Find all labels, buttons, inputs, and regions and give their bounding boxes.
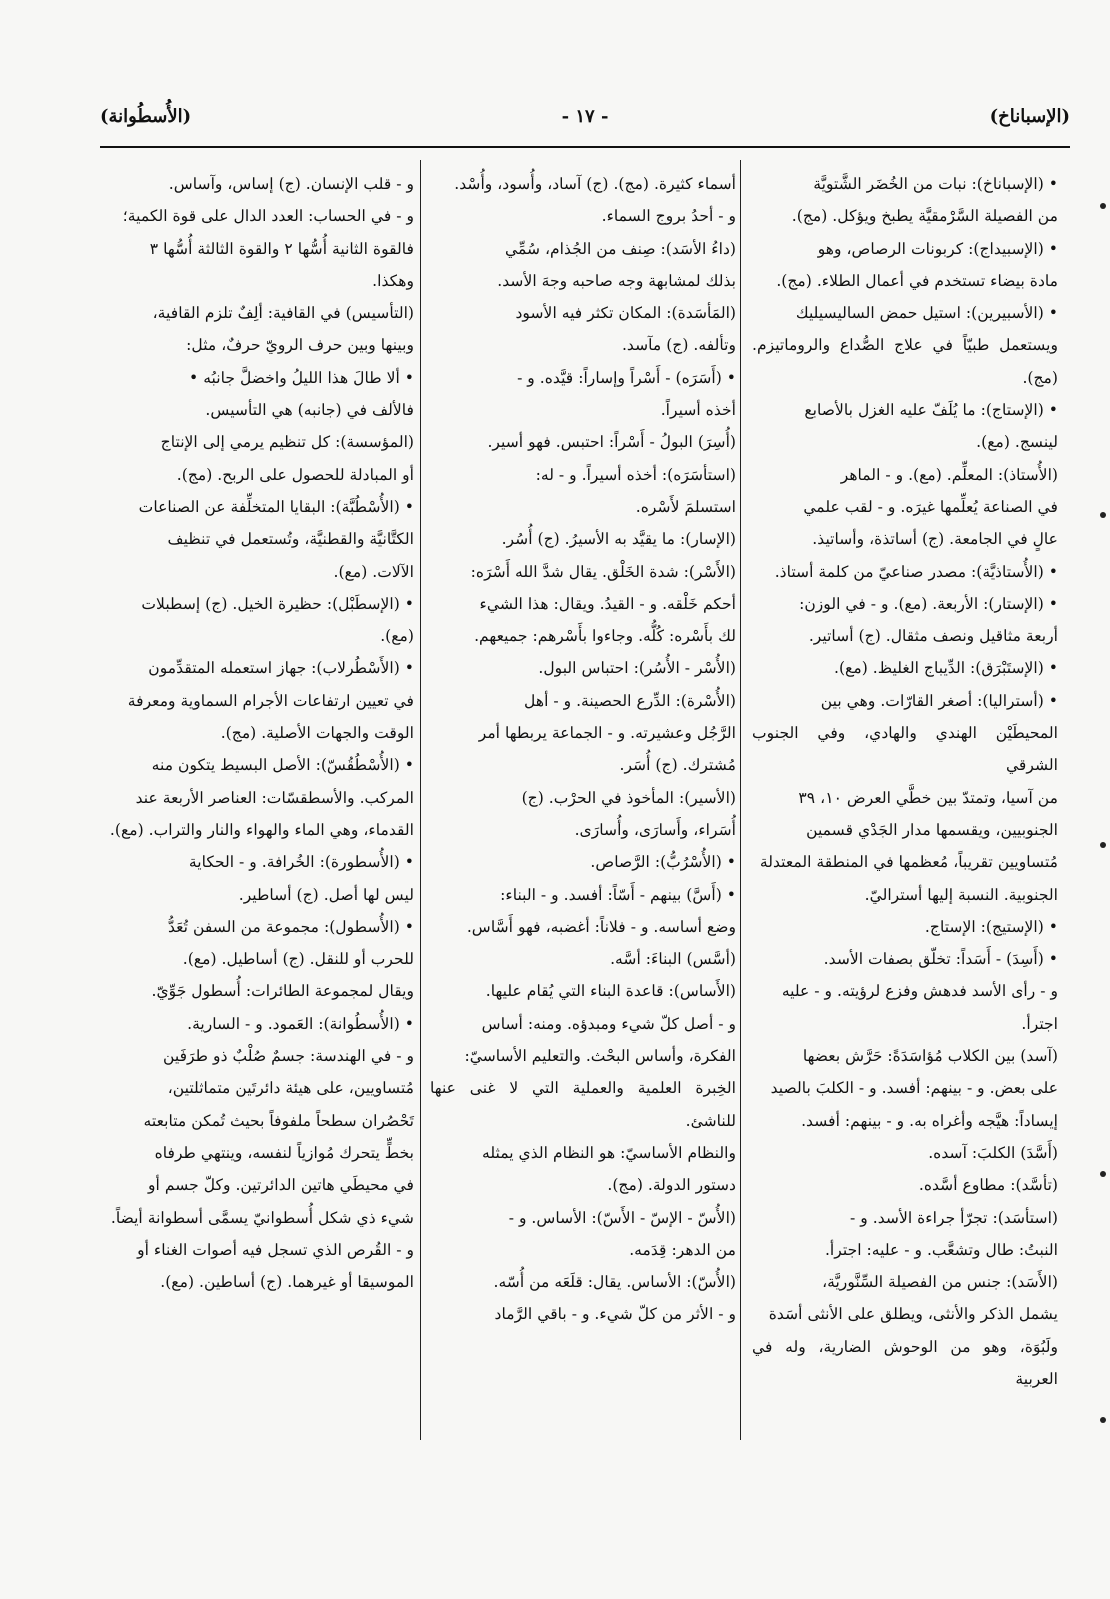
column-line: إيساداً: هيَّجه وأغراه به. و - بينهم: أفسد. <box>801 1111 1058 1130</box>
column-line: لك بأَسْره: كُلُّه. وجاءوا بأَسْرهم: جميعهم. <box>474 627 736 646</box>
column-line: (الأَساس): قاعدة البناء التي يُقام عليها. <box>485 982 736 1001</box>
column-line: (آسد) بين الكلاب مُؤاسَدَةً: حَرَّش بعضها <box>802 1047 1058 1066</box>
column-line: بخطٍّ يتحرك مُوازياً لنفسه، وينتهي طرفاه <box>154 1143 414 1162</box>
column-line: • (الإستَبْرَق): الدِّيباج الغليظ. (مع). <box>834 659 1058 678</box>
column-line: • (الأُسطورة): الخُرافة. و - الحكاية <box>188 853 414 872</box>
column-line: المركب. والأسطقسّات: العناصر الأربعة عند <box>135 788 414 807</box>
column-line: • (الأُسْطُقُسّ): الأصل البسيط يتكون منه <box>151 756 414 775</box>
column-line: (الأُسْرة): الدِّرع الحصينة. و - أهل <box>524 691 736 710</box>
column-line: ليس لها أصل. (ج) أساطير. <box>238 885 414 904</box>
column-line: الموسيقا أو غيرهما. (ج) أساطين. (مع). <box>160 1273 414 1292</box>
column-line: من الفصيلة السَّرْمقيَّة يطبخ ويؤكل. (مج). <box>791 207 1058 226</box>
column-line: فالألف في (جانبه) هي التأسيس. <box>205 401 414 420</box>
column-line: (الأُستاذ): المعلِّم. (مع). و - الماهر <box>840 465 1058 484</box>
column-line: • (الإستار): الأربعة. (مع). و - في الوزن: <box>799 594 1058 613</box>
column-line: على بعض. و - بينهم: أفسد. و - الكلبَ بالصيد <box>770 1079 1058 1098</box>
column-line: (المؤسسة): كل تنظيم يرمي إلى الإنتاج <box>160 433 414 452</box>
column-line: أو المبادلة للحصول على الربح. (مج). <box>176 465 414 484</box>
column-right <box>752 168 1058 1443</box>
column-line: الرَّجُل وعشيرته. و - الجماعة يربطها أمر <box>478 724 736 743</box>
column-line: شيء ذي شكل أُسطوانيّ يسمَّى أسطوانة أيضاً. <box>110 1208 414 1227</box>
column-line: • (أَسِدَ) - أَسَداً: تخلّق بصفات الأسد. <box>823 950 1058 969</box>
column-line: وبينها وبين حرف الرويّ حرفٌ، مثل: <box>186 336 414 355</box>
column-line: (مع). <box>380 627 414 646</box>
column-line: استسلمَ لأَسْره. <box>635 497 736 516</box>
column-line: • (الإسبيداج): كربونات الرصاص، وهو <box>817 239 1058 258</box>
column-line: و - أصل كلّ شيء ومبدؤه. ومنه: أساس <box>481 1014 736 1033</box>
column-line: أحكم خَلْقه. و - القيدُ. ويقال: هذا الشيء <box>479 594 736 613</box>
column-line: (الأُسْر - الأُسُر): احتباس البول. <box>538 659 736 678</box>
column-line: القدماء، وهي الماء والهواء والنار والتراب. (مع). <box>109 820 414 839</box>
column-line: أخذه أسيراً. <box>660 401 736 420</box>
column-left <box>108 168 414 1443</box>
column-line: النبتُ: طال وتشعَّب. و - عليه: اجترأ. <box>824 1240 1058 1259</box>
column-line: (أُسِرَ) البولُ - أَسْراً: احتبس. فهو أسير. <box>487 433 736 452</box>
column-line: للحرب أو للنقل. (ج) أساطيل. (مع). <box>182 950 414 969</box>
column-line: و - أحدُ بروج السماء. <box>601 207 736 226</box>
column-line: (الأَسَد): جنس من الفصيلة السِّنَّوريَّة، <box>822 1273 1058 1292</box>
column-line: • (الإسطَبْل): حظيرة الخيل. (ج) إسطبلات <box>141 594 414 613</box>
column-line: (الأُسّ - الإسّ - الأَسّ): الأساس. و - <box>508 1208 736 1227</box>
column-line: فالقوة الثانية أُسُّها ٢ والقوة الثالثة أُسُّها ٣ <box>149 239 414 258</box>
column-line: تَحْصُران سطحاً ملفوفاً بحيث تُمكن متابعته <box>143 1111 414 1130</box>
column-line: الخِبرة العلمية والعملية التي لا غنى عنها للناشئ. <box>430 1079 736 1130</box>
header-first-entry: (الإسباناخ) <box>989 106 1070 127</box>
page-number: - ١٧ - <box>561 106 609 127</box>
column-line: (استأسَد): تجرّأ جراءة الأسد. و - <box>850 1208 1058 1227</box>
scan-margin-dot <box>1100 842 1106 848</box>
column-line: في تعيين ارتفاعات الأجرام السماوية ومعرفة <box>127 691 414 710</box>
scan-margin-dot <box>1100 1417 1106 1423</box>
column-line: و - رأى الأسد فدهش وفزع لرؤيته. و - عليه <box>781 982 1058 1001</box>
header-rule <box>100 146 1070 148</box>
column-line: • (الأُسْطُبَّة): البقايا المتخلِّفة عن الصناعات <box>138 497 414 516</box>
column-line: (الإسار): ما يقيَّد به الأسيرُ. (ج) أُسُر. <box>501 530 736 549</box>
column-line: اجترأ. <box>1021 1014 1058 1033</box>
column-line: (المَأسَدة): المكان تكثر فيه الأسود <box>515 304 736 323</box>
column-line: الآلات. (مع). <box>333 562 414 581</box>
column-line: و - القُرص الذي تسجل فيه أصوات الغناء أو <box>137 1240 414 1259</box>
column-line: • (الأَسْطُرلاب): جهاز استعمله المتقدِّمون <box>148 659 414 678</box>
column-line: • (الإستيج): الإستاج. <box>924 917 1058 936</box>
column-line: • (أستراليا): أصغر القارّات. وهي بين <box>820 691 1058 710</box>
column-line: ويقال لمجموعة الطائرات: أُسطول جَوِّيّ. <box>151 982 414 1001</box>
column-line: • (الأُسْرُبُّ): الرَّصاص. <box>590 853 736 872</box>
column-line: (استأسَرَه): أخذه أسيراً. و - له: <box>535 465 736 484</box>
column-line: (داءُ الأسَد): صِنف من الجُذام، سُمِّي <box>504 239 736 258</box>
column-line: • (الإسباناخ): نبات من الخُضَر الشَّتويَّة <box>813 175 1058 193</box>
column-line: • (الأسبيرين): استيل حمض الساليسيليك <box>795 304 1058 323</box>
column-line: أربعة مثاقيل ونصف مثقال. (ج) أساتير. <box>808 627 1058 646</box>
column-line: الجنوبية. النسبة إليها أستراليّ. <box>864 885 1058 904</box>
column-line: يشمل الذكر والأنثى، ويطلق على الأنثى أسَدة <box>768 1305 1058 1324</box>
column-line: مُشترك. (ج) أُسَر. <box>619 756 736 775</box>
column-line: • (الأُسطول): مجموعة من السفن تُعَدُّ <box>167 917 414 936</box>
column-line: ولَبُوَة، وهو من الوحوش الضارية، وله في العربية <box>752 1337 1058 1388</box>
column-line: • (الإستاج): ما يُلَفّ عليه الغزل بالأصابع <box>804 401 1058 420</box>
column-line: أسماء كثيرة. (مج). (ج) آساد، وأُسود، وأُسْد. <box>454 175 736 193</box>
column-line: • ألا طالَ هذا الليلُ واخضلَّ جانبُه • <box>189 368 414 387</box>
page-header <box>100 100 1070 140</box>
column-line: أُسَراء، وأَسارَى، وأُسارَى. <box>574 820 736 839</box>
column-line: (أَسَّدَ) الكلبَ: آسده. <box>928 1143 1058 1162</box>
column-line: وتألفه. (ج) مآسد. <box>621 336 736 355</box>
column-line: من آسيا، وتمتدّ بين خطَّي العرض ١٠، ٣٩ <box>798 788 1058 807</box>
column-line: عالٍ في الجامعة. (ج) أساتذة، وأساتيذ. <box>812 530 1058 549</box>
column-line: • (الأُسطُوانة): العَمود. و - السارية. <box>187 1014 414 1033</box>
column-line: مُتساويين تقريباً، مُعظمها في المنطقة المعتدلة <box>759 853 1058 872</box>
column-middle <box>430 168 736 1443</box>
column-line: • (أَسَّ) بينهم - أَسّاً: أفسد. و - البناء: <box>500 885 736 904</box>
column-line: من الدهر: قِدَمه. <box>629 1240 736 1259</box>
column-line: بذلك لمشابهة وجه صاحبه وجهَ الأسد. <box>497 271 736 290</box>
column-line: • (الأُستاذيَّة): مصدر صناعيّ من كلمة أستاذ. <box>774 562 1058 581</box>
column-line: (الأَسْر): شدة الخَلْق. يقال شدَّ الله أَسْرَه: <box>470 562 736 581</box>
column-line: الفكرة، وأساس البحْث. والتعليم الأساسيّ: <box>464 1047 736 1066</box>
scan-margin-dot <box>1100 203 1106 209</box>
column-line: وضع أساسه. و - فلاناً: أغضبه، فهو أَسَّاس. <box>466 917 736 936</box>
column-line: (الأسير): المأخوذ في الحرْب. (ج) <box>521 788 736 807</box>
column-divider-1 <box>740 160 741 1440</box>
column-line: في الصناعة يُعلِّمها غيرَه. و - لقب علمي <box>803 497 1058 516</box>
column-line: (التأسيس) في القافية: ألِفٌ تلزم القافية، <box>152 304 414 323</box>
column-line: و - الأثر من كلّ شيء. و - باقي الرَّماد <box>494 1305 736 1324</box>
column-line: و - في الهندسة: جسمٌ صُلْبٌ ذو طرَفَين <box>163 1047 414 1066</box>
column-line: • (أَسَرَه) - أَسْراً وإساراً: قيَّده. و - <box>517 368 736 387</box>
column-line: مادة بيضاء تستخدم في أعمال الطلاء. (مج). <box>776 271 1058 290</box>
column-line: مُتساويين، على هيئة دائرتَين متماثلتين، <box>167 1079 414 1098</box>
column-line: في محيطَي هاتين الدائرتين. وكلّ جسم أو <box>148 1176 414 1195</box>
column-line: دستور الدولة. (مج). <box>607 1176 736 1195</box>
column-line: (الأُسّ): الأساس. يقال: قلَعَه من أُسّه. <box>493 1273 736 1292</box>
column-line: المحيطَيْن الهندي والهادي، وفي الجنوب الشرقي <box>752 724 1058 775</box>
column-line: الكتَّانيَّة والقطنيَّة، وتُستعمل في تنظيف <box>167 530 414 549</box>
column-line: (أسَّس) البناءَ: أسَّه. <box>610 950 736 969</box>
column-line: ويستعمل طبيّاً في علاج الصُّداع والروماتيزم. (مج). <box>752 336 1058 387</box>
column-line: والنظام الأساسيّ: هو النظام الذي يمثله <box>482 1143 736 1162</box>
header-last-entry: (الأُسطُوانة) <box>100 106 192 127</box>
column-line: وهكذا. <box>372 271 414 290</box>
column-line: و - قلب الإنسان. (ج) إساس، وآساس. <box>168 175 414 193</box>
column-line: لينسج. (مع). <box>976 433 1058 452</box>
column-line: الجنوبيين، ويقسمها مدار الجَدْي قسمين <box>806 820 1058 839</box>
scan-margin-dot <box>1100 512 1106 518</box>
column-line: و - في الحساب: العدد الدال على قوة الكمية؛ <box>122 207 414 226</box>
scan-margin-dot <box>1100 1171 1106 1177</box>
column-line: الوقت والجهات الأصلية. (مج). <box>220 724 414 743</box>
column-line: (تأسَّد): مطاوع أسَّده. <box>918 1176 1058 1195</box>
column-divider-2 <box>420 160 421 1440</box>
